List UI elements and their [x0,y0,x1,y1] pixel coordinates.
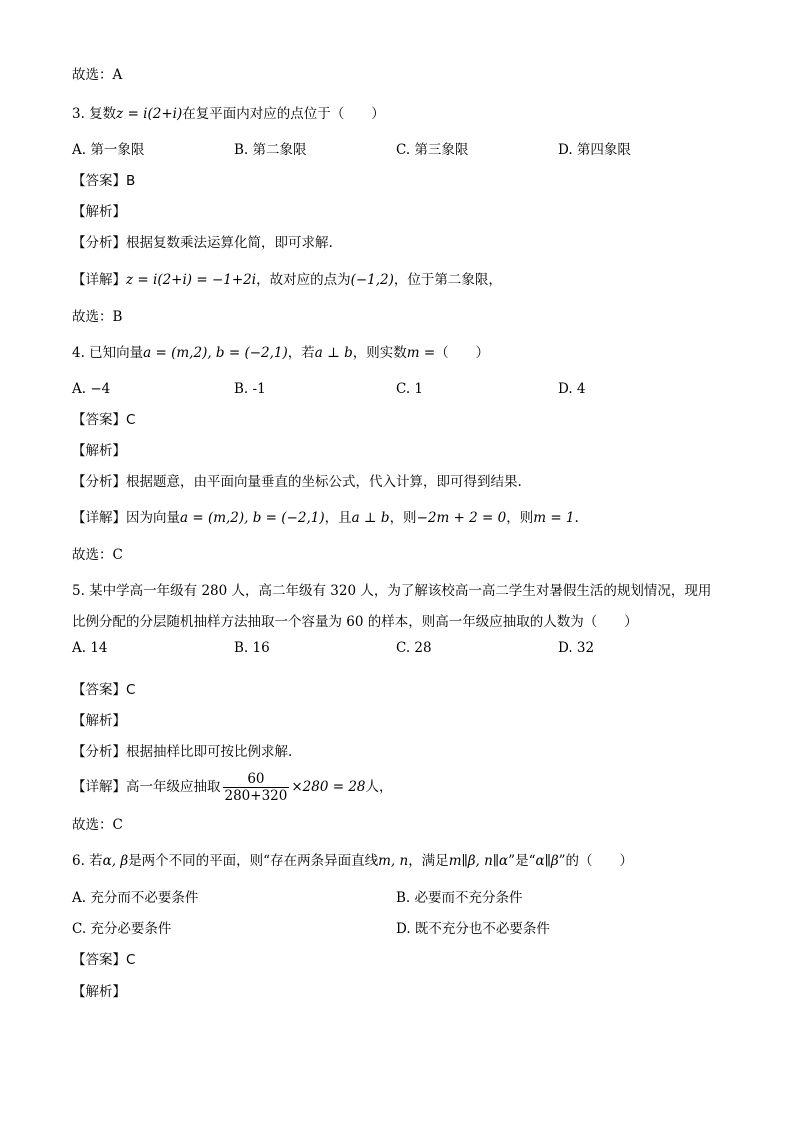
q5-xiangjie-expr: ×280 = 28 [291,779,366,795]
q5-fraction [223,771,290,804]
q5-option-d: D. 32 [558,640,595,656]
q5-frac-denominator: 280+320 [224,788,288,804]
q4-stem-suffix: ，则实数 [352,345,407,361]
q3-xiangjie-prefix: 【详解】 [72,272,126,288]
q4-option-b: B. -1 [234,381,266,397]
q3-xiangjie-suffix: ，位于第二象限， [393,272,502,288]
q5-xiangjie-suffix: 人， [365,779,393,795]
q4-xiangjie-res: m = 1 [533,510,575,526]
q6-stem [72,851,633,871]
q6-stem-res: α∥β [535,853,559,869]
q6-stem-end: ”的（ ） [558,853,634,869]
q3-xiangjie [72,270,502,290]
q5-xiangjie-prefix: 【详解】高一年级应抽取 [72,779,221,795]
q4-option-d: D. 4 [558,381,586,397]
q4-stem-expr: a = (m,2), b = (−2,1) [143,345,288,361]
q6-option-a: A. 充分而不必要条件 [72,890,199,906]
q4-fenxi: 【分析】根据题意，由平面向量垂直的坐标公式，代入计算，即可得到结果. [72,474,522,490]
q3-stem-suffix: 在复平面内对应的点位于（ ） [182,106,385,122]
q6-option-b: B. 必要而不充分条件 [396,890,523,906]
q4-stem [72,343,489,363]
q6-stem-mid: 是两个不同的平面，则“存在两条异面直线 [128,853,379,869]
q6-stem-mid2: ，满足 [408,853,449,869]
q4-xiangjie-mid2: ，则 [389,510,417,526]
q3-option-b: B. 第二象限 [234,142,307,158]
q6-stem-mid3: ”是“ [508,853,536,869]
q5-choose: 故选：C [72,817,123,833]
q4-xiangjie-mid3: ，则 [506,510,534,526]
q3-xiangjie-point: (−1,2) [350,272,394,288]
q4-option-a: A. −4 [72,381,111,397]
q3-option-a: A. 第一象限 [72,142,145,158]
q4-xiangjie-eq: −2m + 2 = 0 [416,510,507,526]
q4-stem-prefix: 4. 已知向量 [72,345,144,361]
q5-jiexi: 【解析】 [72,713,126,729]
q5-option-c: C. 28 [396,640,432,656]
q4-choose: 故选：C [72,547,123,563]
q3-option-d: D. 第四象限 [558,142,631,158]
q5-frac-numerator: 60 [223,771,290,788]
q4-option-c: C. 1 [396,381,424,397]
q6-stem-cond: m∥β, n∥α [448,853,509,869]
q5-answer: 【答案】C [72,682,136,698]
q3-stem [72,104,385,124]
q4-xiangjie-expr: a = (m,2), b = (−2,1) [180,510,325,526]
q6-stem-planes: α, β [102,853,129,869]
q4-xiangjie-prefix: 【详解】因为向量 [72,510,180,526]
q6-stem-prefix: 6. 若 [72,853,103,869]
q4-stem-var: m = [406,345,436,361]
q6-answer: 【答案】C [72,952,136,968]
q3-xiangjie-expr: z = i(2+i) = −1+2i [126,272,257,288]
q5-stem: 5. 某中学高一年级有 280 人，高二年级有 320 人，为了解该校高一高二学生对暑假生活的规划情况，现用比例分配的分层随机抽样方法抽取一个容量为 60 的样本，则高一年级应抽取的人数为（ ） [72,583,712,630]
q3-option-c: C. 第三象限 [396,142,469,158]
q3-choose: 故选：B [72,309,123,325]
q4-xiangjie-end: . [574,510,579,526]
q6-jiexi: 【解析】 [72,984,126,1000]
q3-answer: 【答案】B [72,173,136,189]
q6-option-c: C. 充分必要条件 [72,921,172,937]
q4-xiangjie-mid: ，且 [324,510,352,526]
q4-xiangjie-perp: a ⊥ b [351,510,390,526]
q4-stem-end: （ ） [435,345,490,361]
q4-stem-perp: a ⊥ b [314,345,353,361]
q5-fenxi: 【分析】根据抽样比即可按比例求解. [72,744,293,760]
q5-option-b: B. 16 [234,640,270,656]
prev-answer-line: 故选：A [72,67,123,83]
q3-xiangjie-mid: ，故对应的点为 [256,272,351,288]
q6-stem-lines: m, n [378,853,409,869]
q3-stem-expr: z = i(2+i) [116,106,183,122]
q3-jiexi: 【解析】 [72,204,126,220]
q5-xiangjie [72,769,393,805]
q3-fenxi: 【分析】根据复数乘法运算化简，即可求解. [72,235,333,251]
q4-stem-mid: ，若 [287,345,315,361]
q4-answer: 【答案】C [72,412,136,428]
q4-xiangjie [72,508,579,528]
q3-stem-prefix: 3. 复数 [72,106,117,122]
q5-option-a: A. 14 [72,640,108,656]
q6-option-d: D. 既不充分也不必要条件 [396,921,550,937]
q4-jiexi: 【解析】 [72,443,126,459]
